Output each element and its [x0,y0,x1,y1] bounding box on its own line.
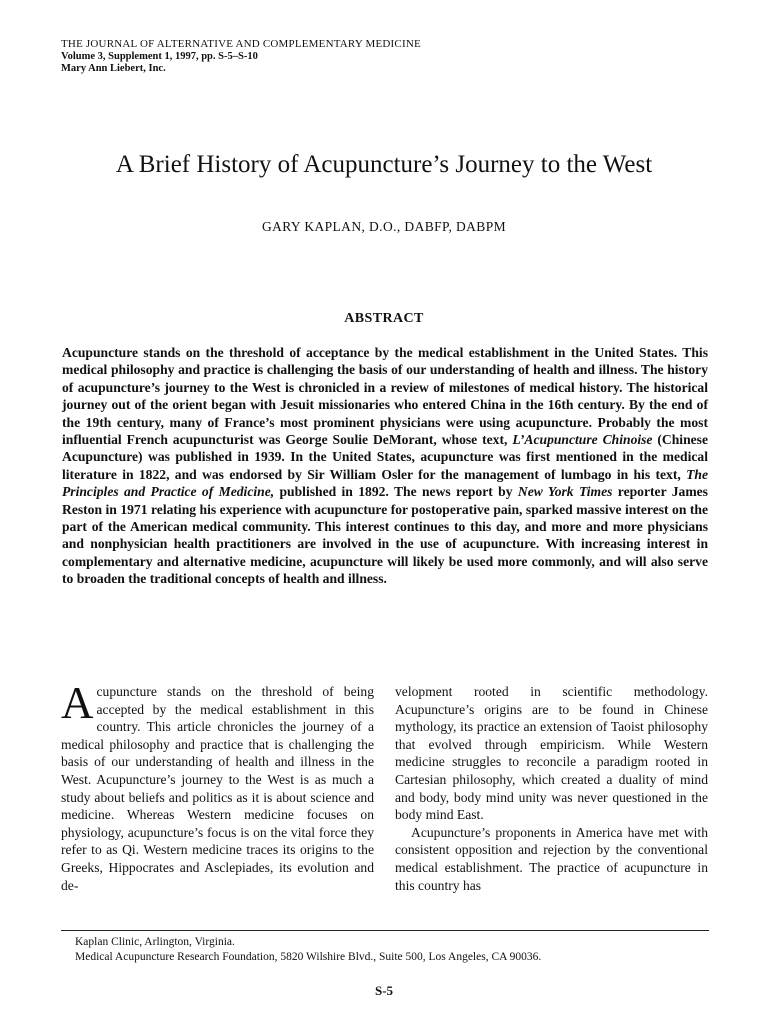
abstract-italic-book-title: The Principles and Practice of Medicine, [62,466,708,500]
abstract-text-part: (Chinese Acupuncture) was published in 1939. In the United States, acupuncture was first mentioned in the medical literature in 1822, and was endorsed by Sir William Osler for the management of lumbago in his text, [62,432,708,482]
abstract-italic-newspaper: New York Times [517,484,613,500]
body-paragraph [61,678,374,894]
body-paragraph: velopment rooted in scientific methodology. Acupuncture’s origins are to be found in Chinese mythology, its practice an extension of Taoist philosophy that evolved through empiricism. While Western medicine struggles to reconcile a paradigm rooted in Cartesian philosophy, which created a duality of mind and body, body mind unity was never questioned in the body mind East. [395,684,708,823]
abstract-text-part: Acupuncture stands on the threshold of acceptance by the medical establishment in the United States. This medical philosophy and practice is challenging the basis of our understanding of health and illness. The history of acupuncture’s journey to the West is chronicled in a review of milestones of medical history. The historical journey out of the orient began with Jesuit missionaries who entered China in the 16th century. By the end of the 19th century, many of France’s most prominent physicians were using acupuncture. Probably the most influential French acupuncturist was George Soulie DeMorant, whose text, [62,345,708,448]
abstract-text-part: published in 1892. The news report by [274,484,518,500]
footnotes [75,935,541,964]
footnote-divider [61,930,709,931]
journal-citation: Volume 3, Supplement 1, 1997, pp. S-5–S-10 [61,50,258,62]
affiliation-footnote: Medical Acupuncture Research Foundation, 5820 Wilshire Blvd., Suite 500, Los Angeles, CA 90036. [75,950,542,963]
body-column-left [61,678,374,894]
publisher: Mary Ann Liebert, Inc. [61,63,166,74]
abstract-italic-book-title: L’Acupuncture Chinoise [512,432,653,448]
article-author: GARY KAPLAN, D.O., DABFP, DABPM [261,219,507,234]
abstract-text [62,344,708,588]
body-column-right [395,683,708,894]
affiliation-footnote: Kaplan Clinic, Arlington, Virginia. [75,936,235,948]
body-paragraph: Acupuncture’s proponents in America have met with consistent opposition and rejection by the conventional medical establishment. The practice of acupuncture in this country has [395,824,708,893]
article-title: A Brief History of Acupuncture’s Journey to the West [115,151,653,178]
body-paragraph-text: cupuncture stands on the threshold of being accepted by the medical establishment in this country. This article chronicles the journey of a medical philosophy and practice that is challenging the basis of our understanding of health and illness in the West. Acupuncture’s journey to the West is as much a study about beliefs and politics as it is about science and medicine. Whereas Western medicine focuses on physiology, acupuncture’s focus is on the vital force they refer to as Qi. Western medicine traces its origins to the Greeks, Hippocrates and Asclepiades, its evolution and de- [61,684,374,893]
journal-header [61,38,421,76]
page-number: S-5 [374,983,394,998]
journal-name: THE JOURNAL OF ALTERNATIVE AND COMPLEMENTARY MEDICINE [61,38,421,50]
abstract-heading: ABSTRACT [344,311,424,326]
drop-cap: A [61,678,94,728]
abstract-text-part: reporter James Reston in 1971 relating his experience with acupuncture for postoperative pain, sparked massive interest on the part of the American medical community. This interest continues to this day, and more and more physicians and nonphysician health practitioners are involved in the use of acupuncture. With increasing interest in complementary and alternative medicine, acupuncture will likely be used more commonly, and will also serve to broaden the traditional concepts of health and illness. [62,484,708,587]
